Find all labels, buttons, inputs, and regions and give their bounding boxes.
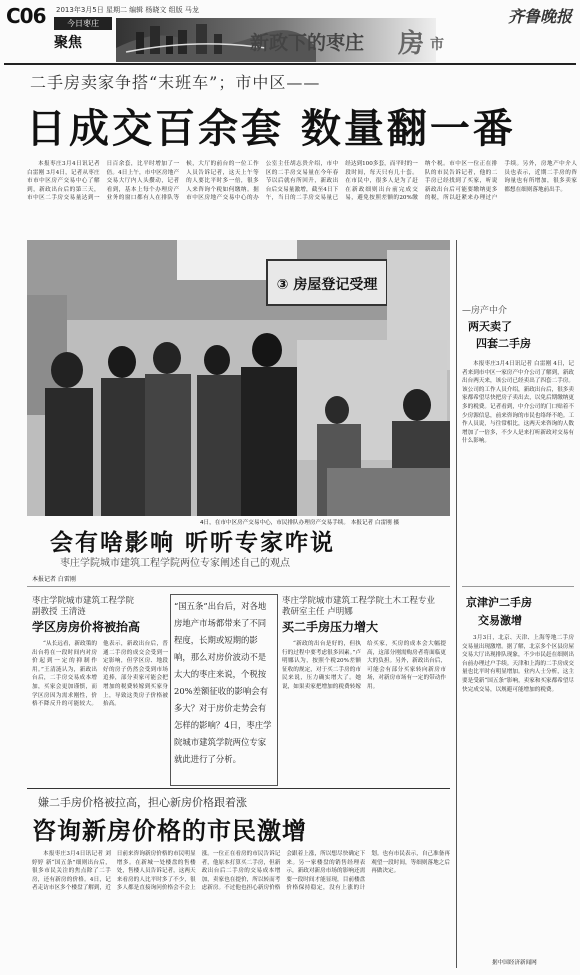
banner-small-char: 市	[430, 37, 444, 53]
divider	[462, 586, 574, 587]
banner-big-char: 房	[398, 29, 425, 59]
lead-kicker: 二手房卖家争搭“末班车”；市中区——	[30, 73, 321, 92]
banner-title: 新政下的枣庄	[250, 32, 365, 54]
lead-headline: 日成交百余套 数量翻一番	[26, 106, 516, 152]
right-headline-line1: 两天卖了	[468, 320, 512, 333]
expert2-body	[282, 640, 446, 780]
expert2-headline: 买二手房压力增大	[282, 620, 379, 634]
expert1-body	[32, 640, 168, 780]
bottom-headline: 咨询新房价格的市民激增	[32, 817, 307, 845]
right-body	[462, 360, 574, 582]
column-divider	[456, 240, 457, 968]
right2-headline-line2: 交易激增	[478, 614, 522, 627]
right2-byline: 据中国经济新闻网	[492, 960, 537, 966]
divider	[27, 586, 450, 587]
section-tag: 今日枣庄	[54, 17, 112, 30]
right-headline-line2: 四套二手房	[476, 337, 531, 350]
news-photo	[27, 240, 450, 516]
lead-body-text: 本报枣庄3月4日讯记者 白雷刚 3月4日，记者从枣庄市市中区房产交易中心了解到，新政出台后的第三天，市中区二手房交易量达到一日百余套，比平时增加了一倍。4日上午，市中区房地产交易大厅内人头攒动，记者看到，基本上每个办理房产业务的窗口都有人在排队等候，大厅的前台的一位工作人员告诉记者，这天上午等的人要比平时多一倍，很多人来咨询个税如何缴纳。据市中区房地产交易中心的办公室主任胡志贵介绍，市中区的二手房交易量在今年春节以后就有所回升，新政出台后交易量激增，截至4日下午，当日的二手房交易量已经达到100多套，而平时的一段时间，每天只有几十套。在市民中，很多人是为了赶在新政细则出台前完成交易，避免按照差额的20%缴纳个税。市中区一位正在排队的市民告诉记者，他的二手房已经找到了买家，听说新政出台后可能要缴纳更多的税，所以赶紧来办理过户手续。另外，房地产中介人员也表示，近期二手房的咨询量也有所增加，很多卖家都想在细则落地前出手。	[27, 161, 577, 202]
right-body-text: 本报枣庄3月4日讯记者 白雷刚 4日，记者来到市中区一家房产中介公司了解到，新政出台两天来，该公司已经卖出了四套二手房。该公司的工作人员介绍，新政出台后，很多卖家都希望尽快把房子卖出去，以免后期缴纳更多的税费。记者看到，中介公司的门口贴着不少房源信息，前来咨询的市民也络绎不绝。工作人员说，与往常相比，这两天来咨询的人数增加了一倍多，不少人是来打听新政对交易有什么影响。	[462, 361, 574, 445]
bottom-body	[32, 850, 450, 968]
divider	[27, 788, 450, 789]
bottom-kicker: 嫌二手房价格被拉高，担心新房价格跟着涨	[38, 796, 247, 809]
bottom-body-text: 本报枣庄3月4日讯记者 刘婷婷 新“国五条”细则出台后，很多市民关注的焦点除了二手房，还有新房的价格。4日，记者走访市区多个楼盘了解到，近日前来咨询新房价格的市民明显增多。在新城一处楼盘的售楼处，售楼人员告诉记者，这两天来看房的人比平时多了不少，很多人都是直接询问价格会不会上涨。一位正在看房的市民告诉记者，他原本打算买二手房，但新政出台后二手房的交易成本增加，卖家也在提价，所以转而考虑新房。不过他也担心新房价格会跟着上涨，所以想尽快确定下来。另一家楼盘的销售经理表示，新政对新房市场的影响还需要一段时间才能显现，目前楼盘价格保持稳定，没有上涨的计划。也有市民表示，自己准备再观望一段时间，等细则落地之后再做决定。	[32, 851, 450, 892]
expert2-title-2: 教研室主任 卢明娜	[282, 607, 353, 617]
section-name: 聚焦	[54, 35, 82, 51]
lead-body	[27, 160, 577, 232]
expert1-title-2: 副教授 王清涟	[32, 607, 86, 617]
right2-body	[462, 634, 574, 952]
right2-headline-line1: 京津沪二手房	[466, 596, 532, 609]
sub-deck: 枣庄学院城市建筑工程学院两位专家阐述自己的观点	[60, 558, 290, 569]
quote-text: “国五条”出台后，对各地房地产市场都带来了不同程度，长期或短期的影响，那么对房价波动不是太大的枣庄来说，个税按20%差额征收的影响会有多大？对于房价走势会有怎样的影响？4日，枣庄学院城市建筑学院两位专家就此进行了分析。	[174, 601, 272, 764]
expert1-body-text: “从长远看，新政策的出台将在一段时间内对房价起到一定的抑制作用。”王清涟认为，新政出台后，二手房交易成本增加，买家会更加谨慎，而学区房因为需求刚性，价格不降反升的可能较大。他表示，新政出台后，普通二手房的成交会受到一定影响，但学区房、地段好的房子仍然会受到市场追捧，部分卖家可能会把增加的税费转嫁到买家身上，导致这类房子价格被抬高。	[32, 641, 168, 708]
expert1-headline: 学区房房价将被抬高	[32, 620, 141, 634]
right-kicker: —房产中介	[462, 306, 508, 316]
photo-sign-text: ③ 房屋登记受理	[276, 277, 378, 293]
expert2-body-text: “新政的出台是好的，但执行的过程中要考虑很多因素。”卢明娜认为，按照个税20%差额征收的规定，对于买二手房的市民来说，压力确实增大了。她说，如果卖家把增加的税费转嫁给买家，买房的成本会大幅提高，这部分刚需购房者将面临更大的负担。另外，新政出台后，可能会有部分买家转向新房市场，对新房市场有一定的带动作用。	[282, 641, 446, 690]
sub-headline: 会有啥影响 听听专家咋说	[50, 530, 336, 556]
header-rule	[4, 63, 576, 65]
photo-caption: 4日，在市中区房产交易中心，市民排队办理房产交易手续。 本报记者 白雷刚 摄	[200, 520, 400, 526]
page-number: C06	[6, 4, 46, 28]
newspaper-brand: 齐鲁晚报	[507, 7, 572, 26]
right2-body-text: 3月3日，北京、天津、上海等地二手房交易量出现激增。据了解，北京多个区县房屋交易大厅出现排队现象，不少市民赶在细则出台前办理过户手续。天津和上海的二手房成交量也比平时有明显增加。业内人士分析，这主要是受新“国五条”影响，卖家和买家都希望尽快完成交易，以规避可能增加的税费。	[462, 635, 574, 693]
dateline: 2013年3月5日 星期二 编辑 杨晓文 组版 马龙	[56, 6, 199, 14]
sub-byline: 本报记者 白雷刚	[32, 576, 76, 583]
expert2-title-1: 枣庄学院城市建筑工程学院土木工程专业	[282, 596, 436, 606]
expert1-title-1: 枣庄学院城市建筑工程学院	[32, 596, 135, 606]
